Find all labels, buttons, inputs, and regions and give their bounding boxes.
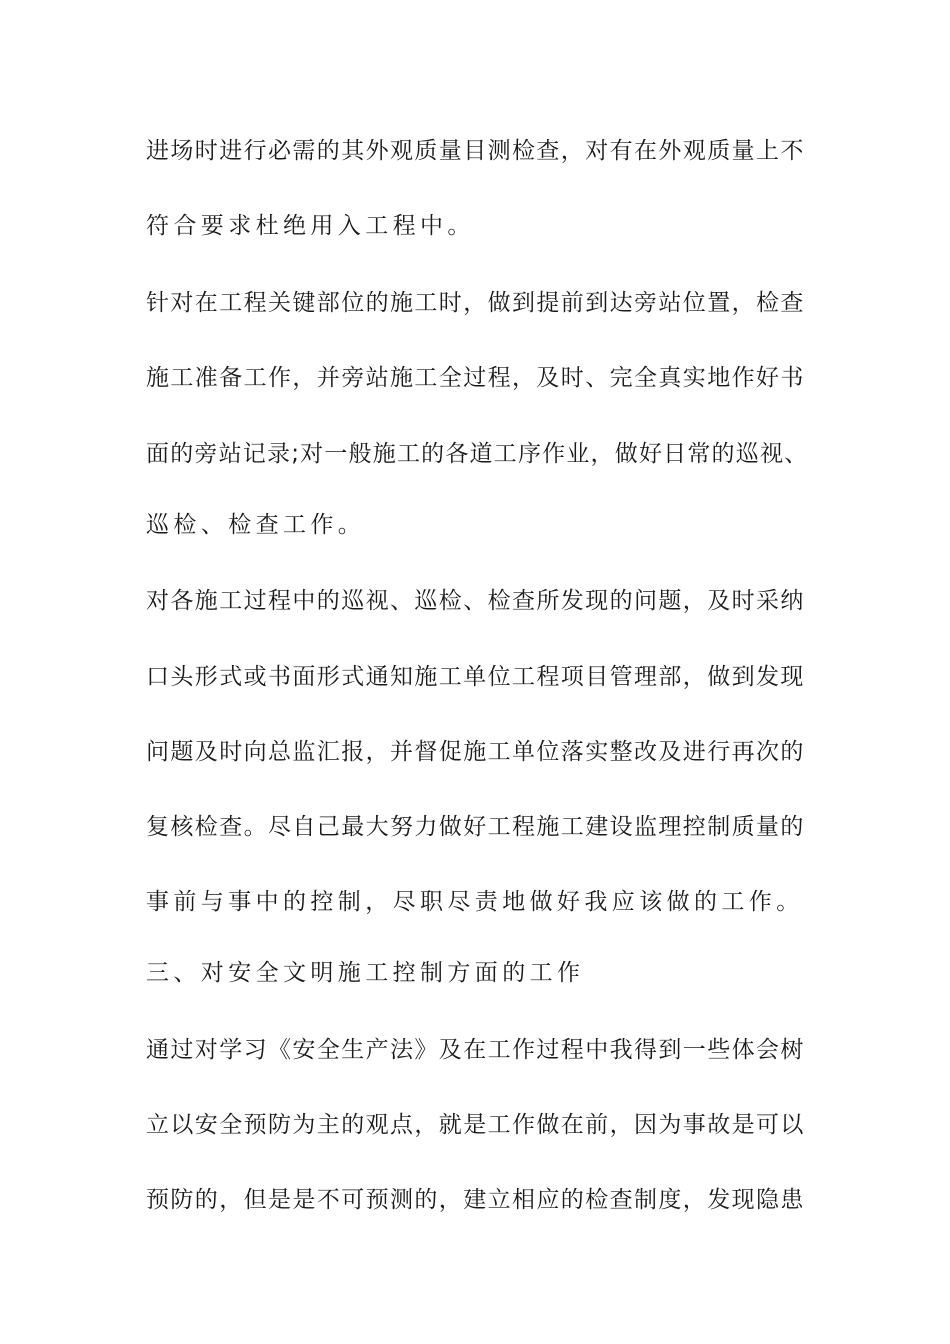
- body-text-line: 进场时进行必需的其外观质量目测检查，对有在外观质量上不: [146, 138, 805, 164]
- body-text-line: 巡检、检查工作。: [146, 512, 366, 538]
- body-text-line: 符合要求杜绝用入工程中。: [146, 213, 475, 239]
- body-text-line: 事前与事中的控制，尽职尽责地做好我应该做的工作。: [146, 889, 804, 915]
- body-text-line: 口头形式或书面形式通知施工单位工程项目管理部，做到发现: [146, 664, 805, 690]
- body-text-line: 预防的，但是是不可预测的，建立相应的检查制度，发现隐患: [146, 1187, 805, 1213]
- body-text-line: 针对在工程关键部位的施工时，做到提前到达旁站位置，检查: [146, 290, 805, 316]
- section-heading: 三、对安全文明施工控制方面的工作: [146, 960, 585, 986]
- body-text-line: 通过对学习《安全生产法》及在工作过程中我得到一些体会树: [146, 1037, 805, 1063]
- body-text-line: 复核检查。尽自己最大努力做好工程施工建设监理控制质量的: [146, 814, 805, 840]
- body-text-line: 面的旁站记录;对一般施工的各道工序作业，做好日常的巡视、: [146, 441, 809, 467]
- body-text-line: 施工准备工作，并旁站施工全过程，及时、完全真实地作好书: [146, 365, 805, 391]
- body-text-line: 立以安全预防为主的观点，就是工作做在前，因为事故是可以: [146, 1112, 805, 1138]
- body-text-line: 问题及时向总监汇报，并督促施工单位落实整改及进行再次的: [146, 739, 805, 765]
- body-text-line: 对各施工过程中的巡视、巡检、检查所发现的问题，及时采纳: [146, 588, 805, 614]
